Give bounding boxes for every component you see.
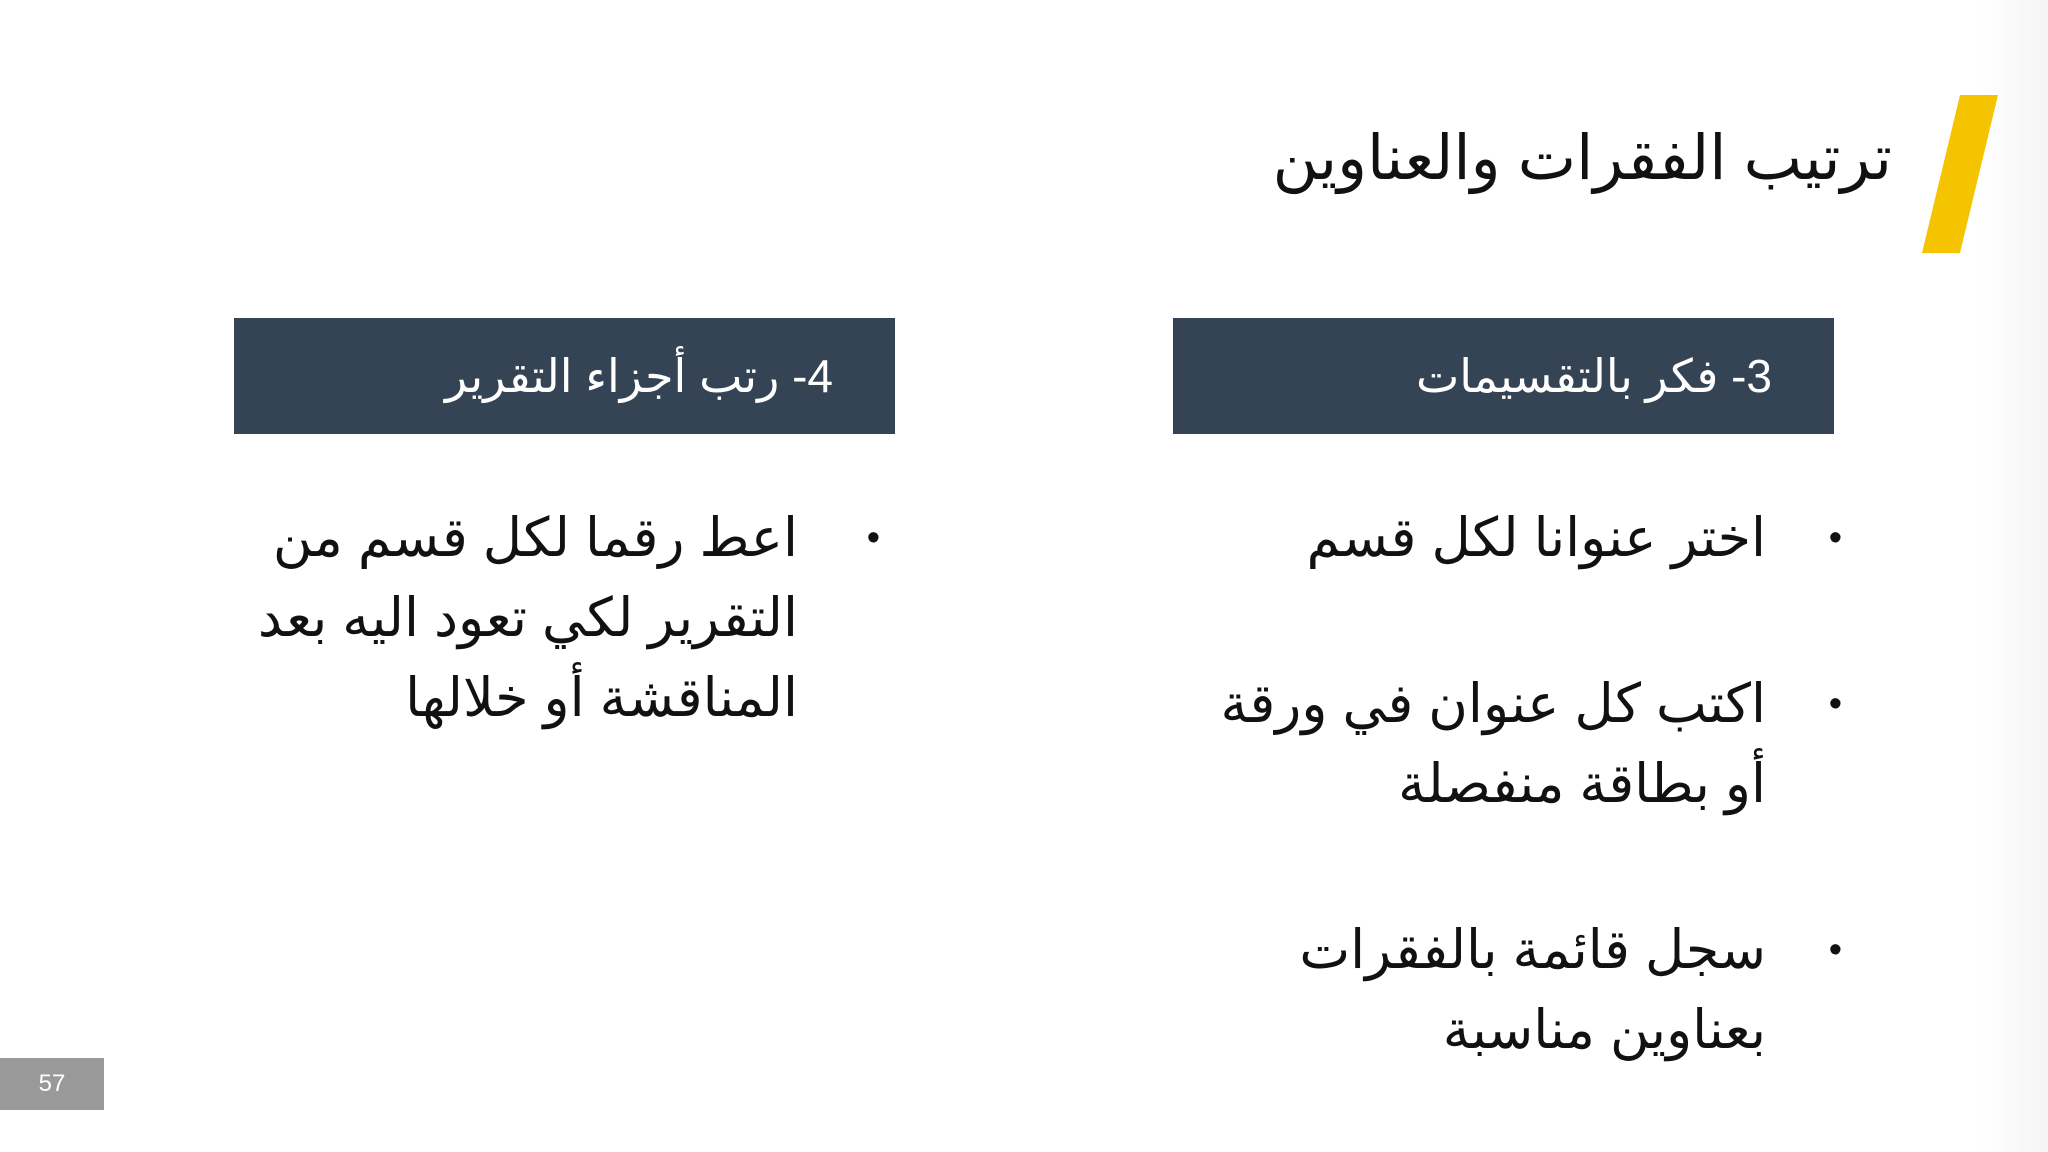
section-header-divisions xyxy=(1173,318,1834,434)
section-header-divisions-label: 3- فكر بالتقسيمات xyxy=(1415,350,1772,402)
section-header-arrange xyxy=(234,318,895,434)
list-item xyxy=(218,498,880,738)
list-item-text: سجل قائمة بالفقرات بعناوين مناسبة xyxy=(1299,920,1766,1060)
bullet-icon: • xyxy=(1828,929,1842,971)
list-item xyxy=(1206,498,1842,578)
list-item-text: اكتب كل عنوان في ورقة أو بطاقة منفصلة xyxy=(1220,674,1766,814)
list-item-text: اختر عنوانا لكل قسم xyxy=(1306,508,1766,568)
section-header-arrange-label: 4- رتب أجزاء التقرير xyxy=(445,350,833,402)
bullet-icon: • xyxy=(1828,683,1842,725)
bullet-icon: • xyxy=(866,517,880,559)
list-item xyxy=(1166,664,1842,824)
accent-bar xyxy=(1922,95,1998,253)
list-item xyxy=(1206,910,1842,1070)
list-item-text: اعط رقما لكل قسم من التقرير لكي تعود اليه بعد المناقشة أو خلالها xyxy=(257,508,798,728)
bullet-icon: • xyxy=(1828,517,1842,559)
slide-title: ترتيب الفقرات والعناوين xyxy=(1272,124,1892,193)
page-number: 57 xyxy=(0,1058,104,1110)
